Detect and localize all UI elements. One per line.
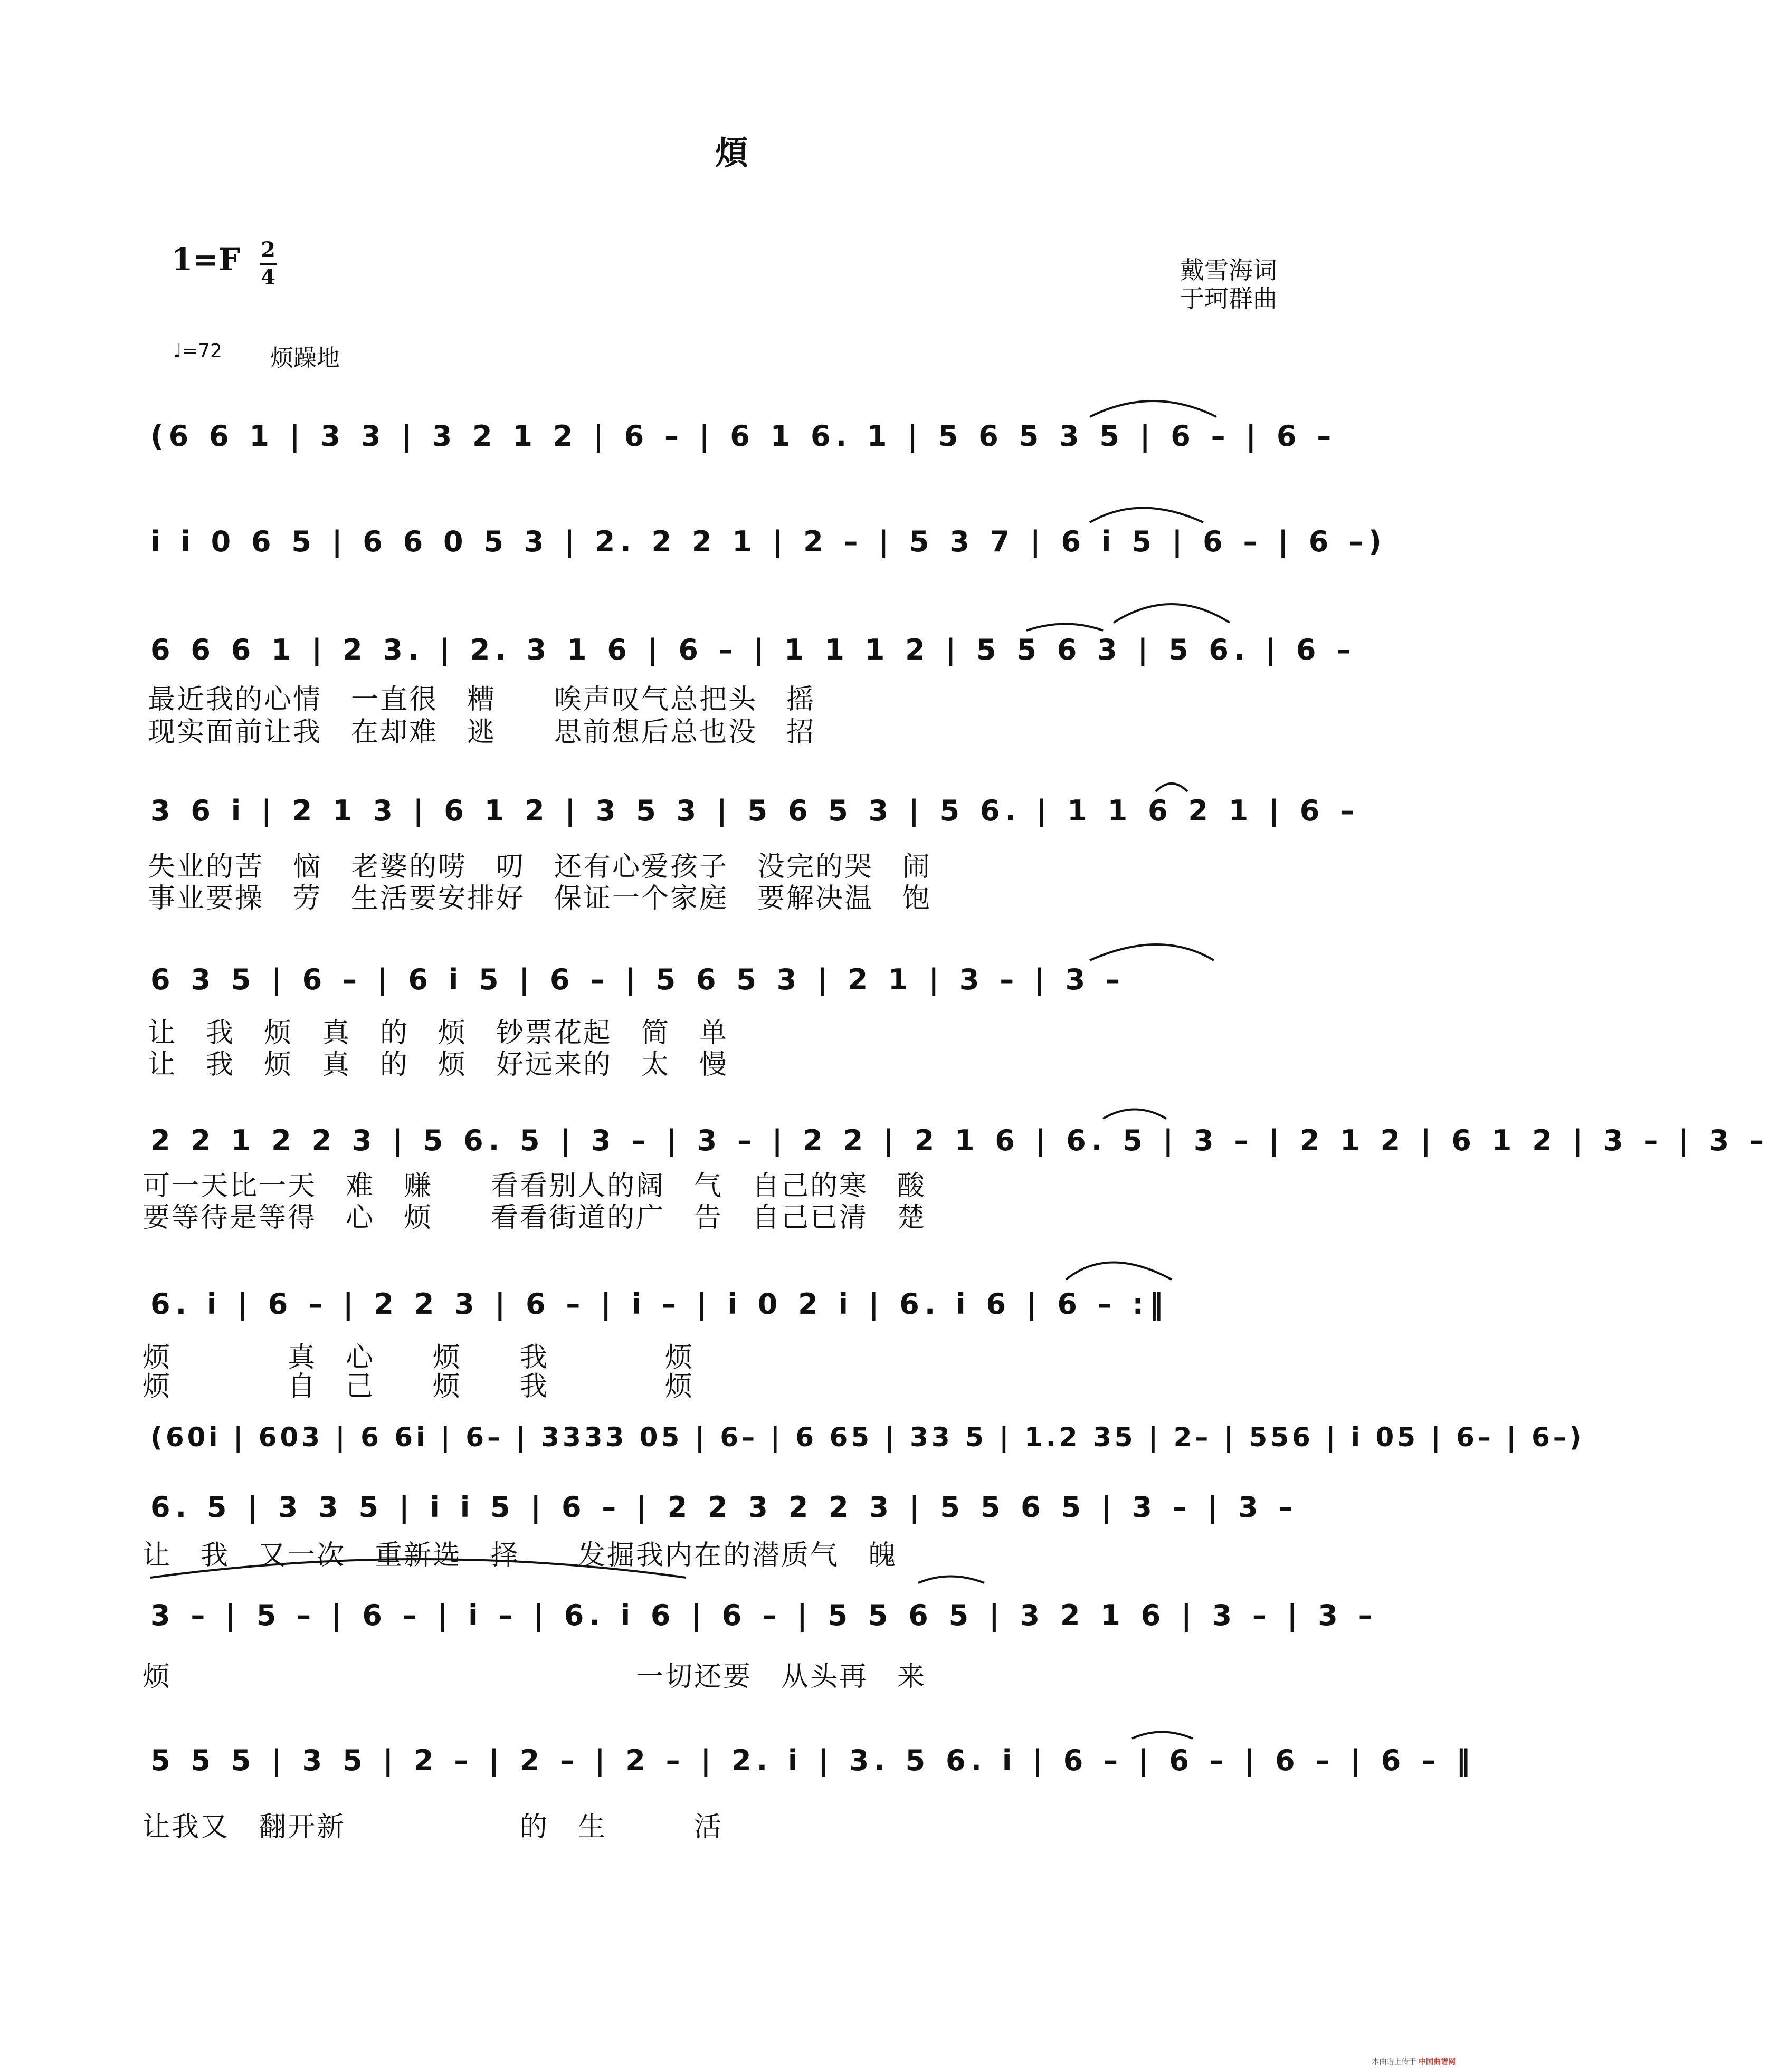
- lyric-line-3b: 现实面前让我 在却难 逃 思前想后总也没 招: [148, 717, 816, 748]
- lyric-line-7a: 烦 真 心 烦 我 烦: [142, 1342, 695, 1373]
- notation-line-11: 5 5 5 | 3 5 | 2 – | 2 – | 2 – | 2. i | 3. 5 6. i | 6 – | 6 – | 6 – | 6 – ‖: [150, 1744, 1476, 1777]
- notation-line-2: i i 0 6 5 | 6 6 0 5 3 | 2. 2 2 1 | 2 – | 5 3 7 | 6 i 5 | 6 – | 6 –): [150, 525, 1387, 558]
- lyric-line-4b: 事业要操 劳 生活要安排好 保证一个家庭 要解决温 饱: [148, 883, 932, 914]
- page-footer: [1372, 2056, 1456, 2067]
- lyric-line-5a: 让 我 烦 真 的 烦 钞票花起 简 单: [148, 1017, 729, 1049]
- lyric-line-7b: 烦 自 己 烦 我 烦: [142, 1371, 695, 1402]
- slurs: [150, 401, 1230, 1739]
- notation-line-3: 6 6 6 1 | 2 3. | 2. 3 1 6 | 6 – | 1 1 1 2 | 5 5 6 3 | 5 6. | 6 –: [150, 633, 1356, 666]
- expression-marking: 烦躁地: [270, 345, 340, 371]
- lyric-line-6a: 可一天比一天 难 赚 看看别人的阔 气 自己的寒 酸: [142, 1170, 927, 1202]
- lyric-line-10: 烦 一切还要 从头再 来: [142, 1661, 927, 1693]
- notation-line-1: (6 6 1 | 3 3 | 3 2 1 2 | 6 – | 6 1 6. 1 | 5 6 5 3 5 | 6 – | 6 –: [150, 419, 1337, 453]
- notation-line-7: 6. i | 6 – | 2 2 3 | 6 – | i – | i 0 2 i | 6. i 6 | 6 – :‖: [150, 1287, 1169, 1321]
- lyric-line-6b: 要等待是等得 心 烦 看看街道的广 告 自己已清 楚: [142, 1202, 927, 1234]
- time-denominator: 4: [261, 265, 275, 290]
- footer-site-logo[interactable]: 中国曲谱网: [1419, 2058, 1456, 2066]
- lyric-line-9: 让 我 又一次 重新选 择 发掘我内在的潜质气 魄: [142, 1540, 898, 1571]
- lyricist-credit: 戴雪海词: [1180, 256, 1277, 284]
- notation-line-9: 6. 5 | 3 3 5 | i i 5 | 6 – | 2 2 3 2 2 3 | 5 5 6 5 | 3 – | 3 –: [150, 1491, 1298, 1524]
- lyric-line-11: 让我又 翻开新 的 生 活: [142, 1811, 724, 1843]
- footer-uploader-text: 本曲谱上传于: [1372, 2058, 1416, 2066]
- tempo-marking: ♩=72: [173, 340, 222, 362]
- notation-line-10: 3 – | 5 – | 6 – | i – | 6. i 6 | 6 – | 5 5 6 5 | 3 2 1 6 | 3 – | 3 –: [150, 1599, 1378, 1632]
- time-numerator: 2: [261, 237, 275, 262]
- notation-line-4: 3 6 i | 2 1 3 | 6 1 2 | 3 5 3 | 5 6 5 3 | 5 6. | 1 1 6 2 1 | 6 –: [150, 794, 1360, 827]
- composer-credit: 于珂群曲: [1180, 284, 1277, 313]
- lyric-line-3a: 最近我的心情 一直很 糟 唉声叹气总把头 摇: [148, 684, 816, 715]
- song-title: 煩: [715, 133, 750, 172]
- lyric-line-5b: 让 我 烦 真 的 烦 好远来的 太 慢: [148, 1049, 729, 1081]
- notation-line-8: (60i | 603 | 6 6i | 6– | 3333 05 | 6– | 6 65 | 33 5 | 1.2 35 | 2– | 556 | i 05 | 6– | 6–): [150, 1422, 1585, 1453]
- key-signature: 1=F: [172, 242, 241, 278]
- lyric-line-4a: 失业的苦 恼 老婆的唠 叨 还有心爱孩子 没完的哭 闹: [148, 851, 932, 883]
- notation-line-5: 6 3 5 | 6 – | 6 i 5 | 6 – | 5 6 5 3 | 2 1 | 3 – | 3 –: [150, 963, 1125, 996]
- notation-line-6: 2 2 1 2 2 3 | 5 6. 5 | 3 – | 3 – | 2 2 | 2 1 6 | 6. 5 | 3 – | 2 1 2 | 6 1 2 | 3 – | 3 –: [150, 1124, 1769, 1157]
